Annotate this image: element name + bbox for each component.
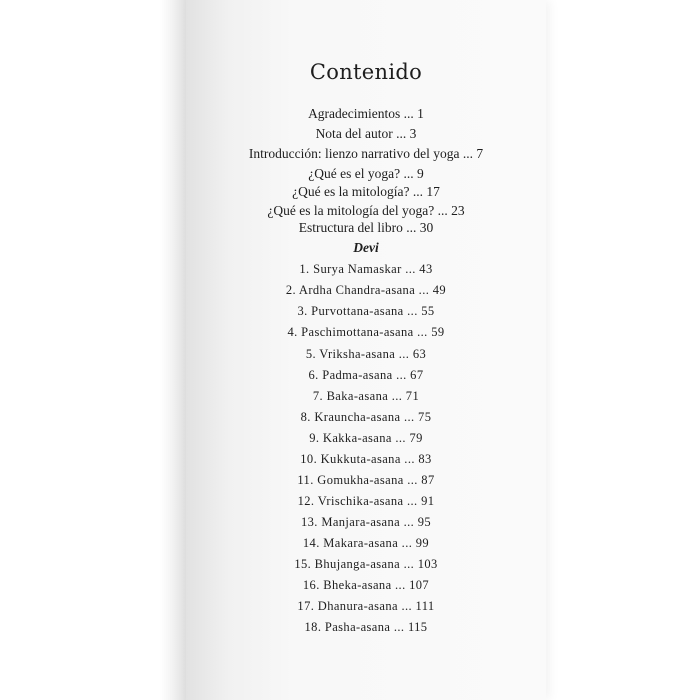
chapter-entry: 13. Manjara-asana ... 95	[300, 515, 432, 529]
toc-entry-acknowledgements: Agradecimientos ... 1	[308, 106, 424, 121]
chapter-entry: 17. Dhanura-asana ... 111	[297, 599, 435, 613]
chapter-entry: 9. Kakka-asana ... 79	[309, 431, 423, 445]
toc-entry-author-note: Nota del autor ... 3	[315, 126, 417, 141]
chapter-entry: 1. Surya Namaskar ... 43	[299, 262, 433, 276]
section-heading: Devi	[353, 240, 379, 255]
chapter-entry: 3. Purvottana-asana ... 55	[297, 304, 435, 318]
chapter-entry: 14. Makara-asana ... 99	[302, 536, 430, 550]
chapter-entry: 15. Bhujanga-asana ... 103	[294, 557, 438, 571]
chapter-entry: 18. Pasha-asana ... 115	[304, 620, 428, 634]
chapter-entry: 12. Vrischika-asana ... 91	[297, 494, 435, 508]
chapter-entry: 6. Padma-asana ... 67	[308, 368, 424, 382]
toc-title: Contenido	[309, 60, 423, 84]
chapter-entry: 16. Bheka-asana ... 107	[302, 578, 430, 592]
chapter-entry: 8. Krauncha-asana ... 75	[300, 410, 432, 424]
chapter-entry: 7. Baka-asana ... 71	[312, 389, 420, 403]
toc-entry-yoga-mythology: ¿Qué es la mitología del yoga? ... 23	[267, 203, 465, 218]
chapter-entry: 4. Paschimottana-asana ... 59	[287, 325, 445, 339]
chapter-entry: 5. Vriksha-asana ... 63	[305, 347, 427, 361]
toc-entry-introduction: Introducción: lienzo narrativo del yoga ... 7	[248, 146, 484, 161]
toc-entry-what-is-yoga: ¿Qué es el yoga? ... 9	[308, 166, 424, 181]
toc-entry-what-is-mythology: ¿Qué es la mitología? ... 17	[292, 184, 440, 199]
chapter-entry: 2. Ardha Chandra-asana ... 49	[285, 283, 447, 297]
chapter-entry: 10. Kukkuta-asana ... 83	[300, 452, 432, 466]
toc-entry-book-structure: Estructura del libro ... 30	[298, 220, 434, 235]
chapter-entry: 11. Gomukha-asana ... 87	[297, 473, 435, 487]
